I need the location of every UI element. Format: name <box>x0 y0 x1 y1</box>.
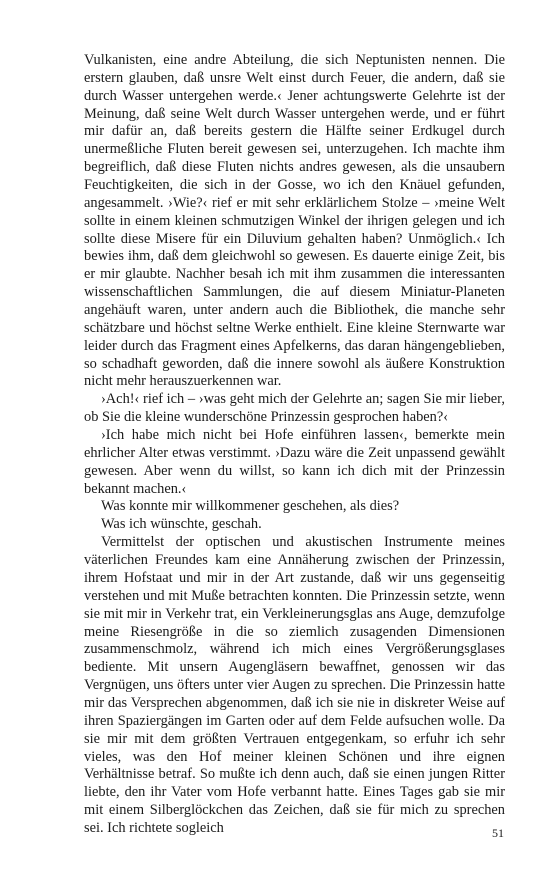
paragraph: ›Ach!‹ rief ich – ›was geht mich der Gelehrte an; sagen Sie mir lieber, ob Sie die kleine wunderschöne Prinzessin gesprochen haben?‹ <box>84 391 505 426</box>
paragraph: ›Ich habe mich nicht bei Hofe einführen lassen‹, bemerkte mein ehrlicher Alter etwas verstimmt. ›Dazu wäre die Zeit unpassend gewählt gewesen. Aber wenn du willst, so kann ich dich mit der Prinzessin bekannt machen.‹ <box>84 427 505 497</box>
body-text <box>84 52 505 838</box>
paragraph: Was ich wünschte, geschah. <box>101 516 262 533</box>
page-number: 51 <box>492 826 504 840</box>
paragraph: Was konnte mir willkommener geschehen, als dies? <box>101 498 400 515</box>
paragraph: Vulkanisten, eine andre Abteilung, die sich Neptunisten nennen. Die erstern glauben, daß unsre Welt einst durch Feuer, die andern, daß sie durch Wasser untergehen werde.‹ Jener achtungswerte Gelehrte ist der Meinung, daß seine Welt durch Wasser untergehen werde, und er führt mir dafür an, daß bereits gestern die Hälfte seiner Erdkugel durch unermeßliche Fluten bereit gewesen sei, unterzugehen. Ich machte ihm begreiflich, daß diese Fluten nichts andres gewesen, als die unsaubern Feuchtigkeiten, die sich in der Gosse, wo ich den Knäuel gefunden, angesammelt. ›Wie?‹ rief er mit sehr erklärlichem Stolze – ›meine Welt sollte in einem kleinen schmutzigen Winkel der ihrigen gelegen und ich sollte diese Misere für ein Diluvium gehalten haben? Unmöglich.‹ Ich bewies ihm, daß dem gleichwohl so gewesen. Es dauerte einige Zeit, bis er mir glaubte. Nachher besah ich mit ihm zusammen die interessanten wissenschaftlichen Sammlungen, die auf diesem Miniatur-Planeten angehäuft waren, unter andern auch die Bibliothek, die manche sehr schätzbare und höchst seltne Werke enthielt. Eine kleine Sternwarte war leider durch das Fragment eines Apfelkerns, das daran hängengeblieben, so schadhaft geworden, daß die innere sowohl als äußere Konstruktion nicht mehr herauszuerkennen war. <box>84 52 505 390</box>
paragraph: Vermittelst der optischen und akustischen Instrumente meines väterlichen Freundes kam eine Annäherung zwischen der Prinzessin, ihrem Hofstaat und mir in der Art zustande, daß wir uns gegenseitig verstehen und mit Muße betrachten konnten. Die Prinzessin setzte, wenn sie mit mir in Verkehr trat, ein Verkleinerungsglas ans Auge, demzufolge meine Riesengröße in die so ziemlich zusagenden Dimensionen zusammenschmolz, während ich mich eines Vergrößerungsglases bediente. Mit unsern Augengläsern bewaffnet, genossen wir das Vergnügen, uns öfters unter vier Augen zu sprechen. Die Prinzessin hatte mir das Versprechen abgenommen, daß ich sie nie in diskreter Weise auf ihren Spaziergängen im Garten oder auf dem Felde aufsuchen wolle. Da sie mir mit dem größten Vertrauen entgegenkam, so erfuhr ich sehr vieles, was den Hof meiner kleinen Schönen und ihre eignen Verhältnisse betraf. So mußte ich denn auch, daß sie einen jungen Ritter liebte, den ihr Vater vom Hofe verbannt hatte. Eines Tages gab sie mir mit einem Silberglöckchen das Zeichen, daß sie für mich zu sprechen sei. Ich richtete sogleich <box>84 534 505 836</box>
